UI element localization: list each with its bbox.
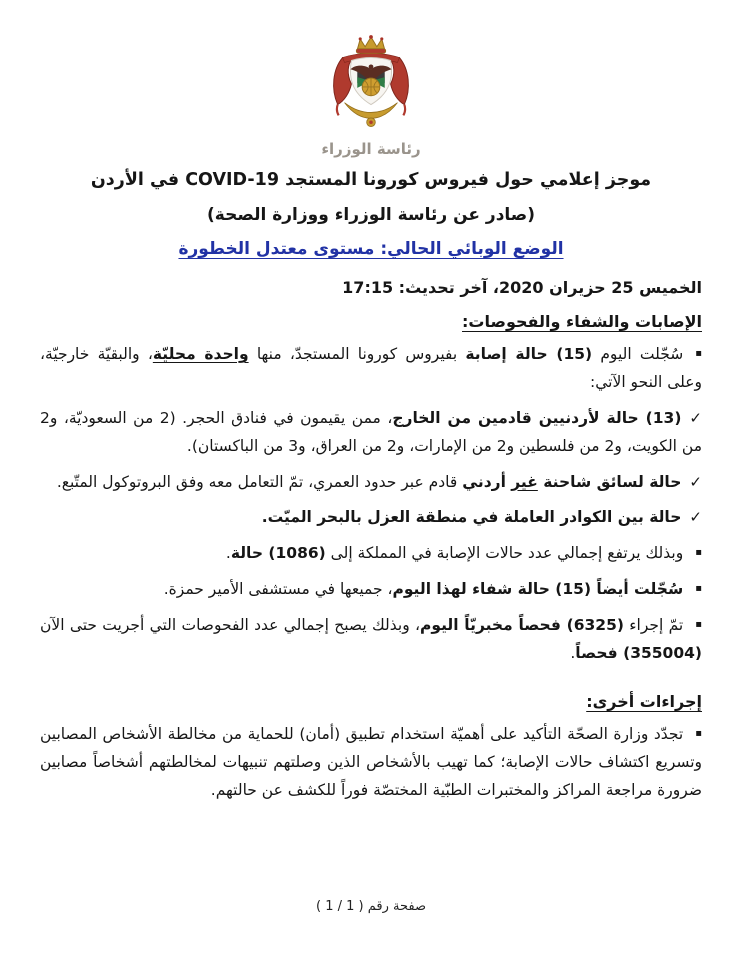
bullet-item-total-cases bbox=[40, 540, 702, 568]
logo-caption: رئاسة الوزراء bbox=[321, 140, 421, 158]
bullet-item-recoveries bbox=[40, 576, 702, 604]
bullet-text: تمّ إجراء (6325) فحصاً مخبريّاً اليوم، وبذلك يصبح إجمالي عدد الفحوصات التي أجريت حتى الآن (355004) فحصاً. bbox=[40, 616, 702, 663]
section-heading-other-measures: إجراءات أخرى: bbox=[586, 691, 702, 711]
check-icon: ✓ bbox=[689, 508, 702, 527]
check-item-truck-driver bbox=[40, 469, 702, 497]
doc-subtitle: (صادر عن رئاسة الوزراء ووزارة الصحة) bbox=[207, 205, 535, 225]
square-bullet-icon: ▪ bbox=[695, 348, 702, 359]
square-bullet-icon: ▪ bbox=[695, 727, 702, 739]
bullet-item-aman-app bbox=[40, 721, 702, 805]
check-item-arrivals bbox=[40, 405, 702, 461]
footer-page-number: صفحة رقم ( 1 / 1 ) bbox=[315, 899, 427, 914]
date-line: الخميس 25 حزيران 2020، آخر تحديث: 17:15 bbox=[342, 278, 702, 297]
check-text: حالة لسائق شاحنة غير أردني قادم عبر حدود العمري، تمّ التعامل معه وفق البروتوكول المتّبع. bbox=[56, 472, 682, 491]
square-bullet-icon: ▪ bbox=[695, 619, 702, 631]
section-heading-cases: الإصابات والشفاء والفحوصات: bbox=[462, 312, 702, 331]
bullet-item-tests bbox=[40, 612, 702, 668]
doc-title: موجز إعلامي حول فيروس كورونا المستجد COVID-19 في الأردن bbox=[90, 170, 652, 190]
bullet-text: سُجّلت أيضاً (15) حالة شفاء لهذا اليوم، جميعها في مستشفى الأمير حمزة. bbox=[163, 580, 684, 599]
bullet-item-new-cases bbox=[40, 341, 702, 397]
check-text: (13) حالة لأردنيين قادمين من الخارج، ممن يقيمون في فنادق الحجر. (2 من السعوديّة، و2 من الكويت، و2 من فلسطين و2 من الإمارات، و2 من العراق، و3 من الباكستان). bbox=[40, 408, 702, 455]
check-item-dead-sea-staff bbox=[40, 504, 702, 532]
check-icon: ✓ bbox=[689, 408, 702, 427]
document-header bbox=[0, 0, 742, 158]
check-text: حالة بين الكوادر العاملة في منطقة العزل بالبحر الميّت. bbox=[261, 508, 682, 527]
bullet-text: سُجّلت اليوم (15) حالة إصابة بفيروس كورونا المستجدّ، منها واحدة محليّة، والبقيّة خارجيّة، وعلى النحو الآتي: bbox=[40, 345, 702, 391]
bullet-text: وبذلك يرتفع إجمالي عدد حالات الإصابة في المملكة إلى (1086) حالة. bbox=[225, 544, 684, 563]
other-measures-section-body bbox=[40, 721, 702, 805]
square-bullet-icon: ▪ bbox=[695, 583, 702, 595]
check-icon: ✓ bbox=[689, 472, 702, 491]
status-heading: الوضع الوبائي الحالي: مستوى معتدل الخطورة bbox=[178, 239, 564, 259]
jordan-coat-of-arms-icon bbox=[324, 34, 418, 134]
square-bullet-icon: ▪ bbox=[695, 547, 702, 559]
cases-section-body bbox=[40, 341, 702, 668]
bullet-text: تجدّد وزارة الصحّة التأكيد على أهميّة استخدام تطبيق (أمان) للحماية من مخالطة الأشخاص المصابين وتسريع اكتشاف حالات الإصابة؛ كما تهيب بالأشخاص الذين وصلتهم تنبيهات لمخالطتهم أشخاصاً مصابين ضرورة مراجعة المراكز والمختبرات الطبّية المختصّة فوراً للكشف عن حالتهم. bbox=[40, 724, 702, 799]
